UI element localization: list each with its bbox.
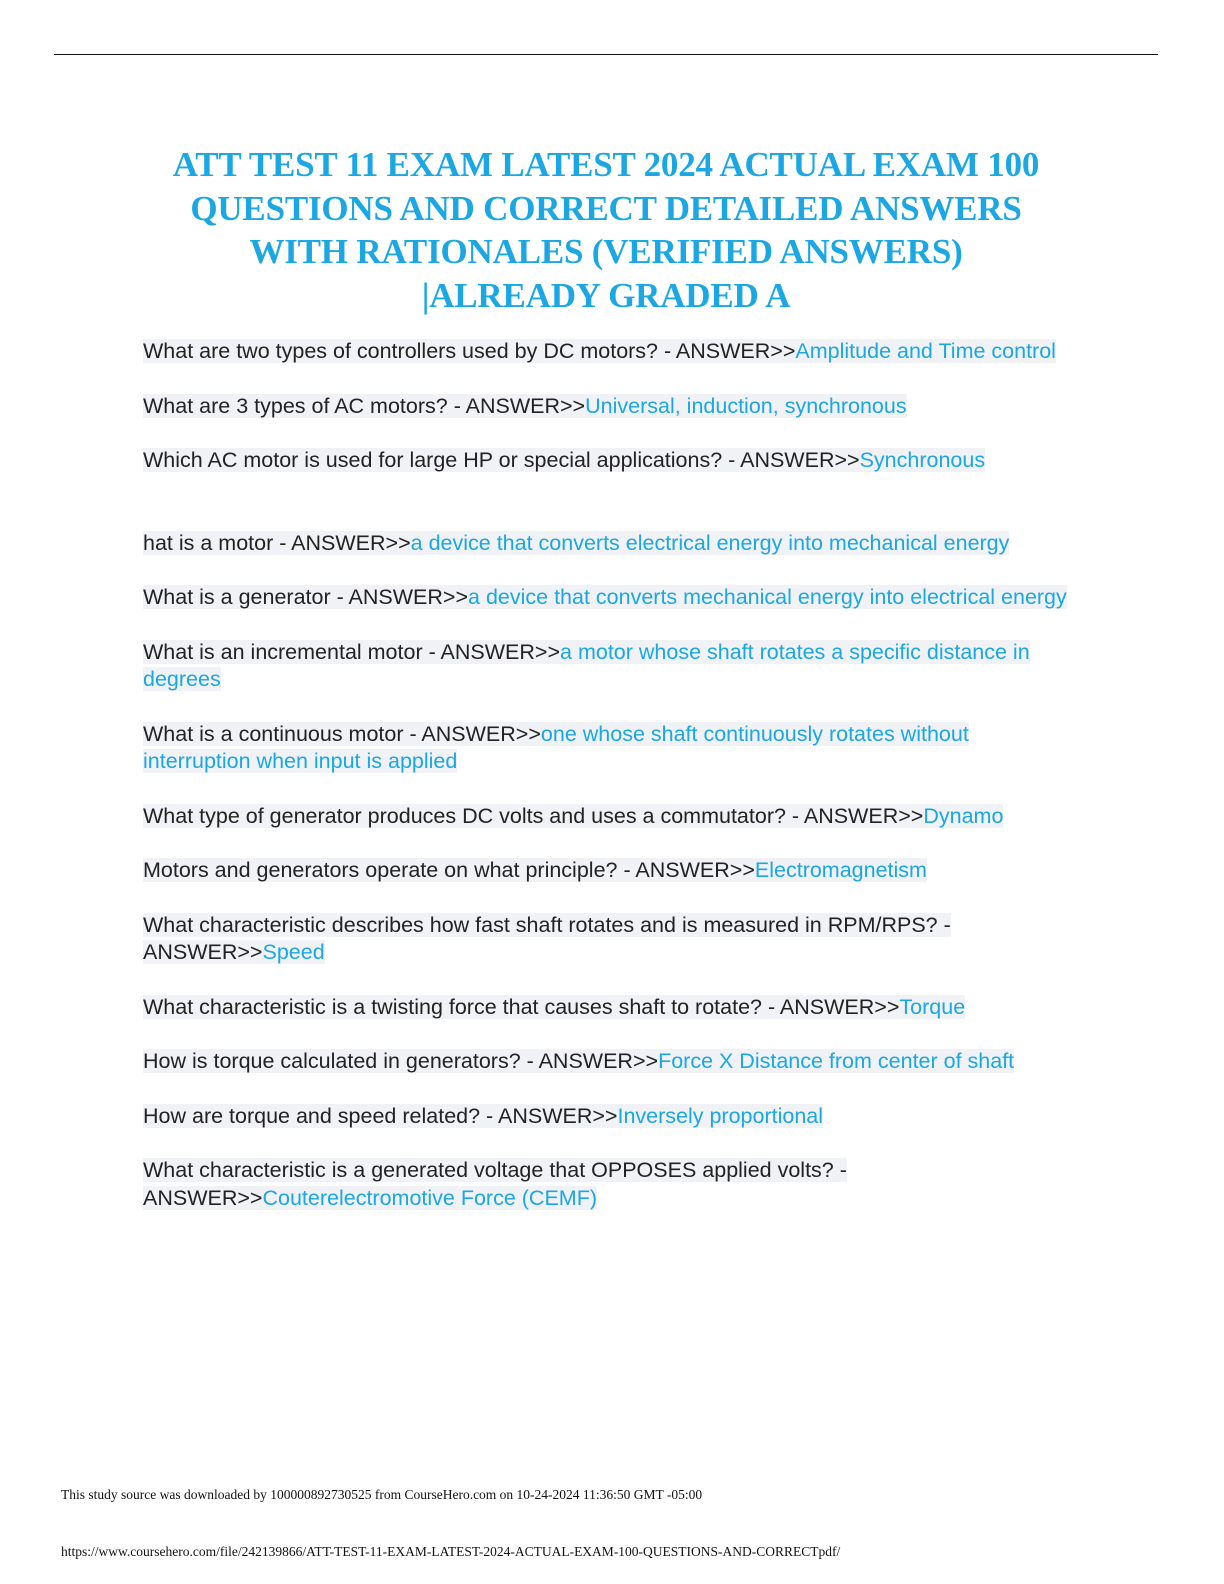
answer-text: Amplitude and Time control — [795, 339, 1056, 363]
question-text: What is an incremental motor - ANSWER>> — [143, 639, 561, 664]
top-divider — [54, 54, 1158, 55]
answer-text: a motor whose shaft rotates a specific distance in degrees — [143, 639, 1030, 691]
answer-text: Universal, induction, synchronous — [585, 393, 907, 418]
question-text: Motors and generators operate on what principle? - ANSWER>> — [143, 858, 755, 882]
qa-item — [143, 530, 1073, 558]
qa-item — [143, 393, 1073, 421]
qa-item — [143, 994, 1073, 1022]
qa-item — [143, 857, 1073, 885]
qa-item — [143, 639, 1073, 694]
qa-item — [143, 338, 1073, 366]
answer-text: Torque — [899, 994, 966, 1019]
answer-text: one whose shaft continuously rotates without interruption when input is applied — [143, 721, 969, 773]
qa-list — [143, 338, 1073, 1239]
question-text: What characteristic is a twisting force that causes shaft to rotate? - ANSWER>> — [143, 994, 900, 1019]
answer-text: a device that converts electrical energy into mechanical energy — [410, 530, 1010, 555]
qa-item — [143, 584, 1073, 612]
answer-text: Couterelectromotive Force (CEMF) — [262, 1185, 598, 1210]
answer-text: Inversely proportional — [617, 1103, 824, 1128]
question-text: What are 3 types of AC motors? - ANSWER>> — [143, 393, 586, 418]
question-text: How are torque and speed related? - ANSWER>> — [143, 1103, 618, 1128]
question-text: What type of generator produces DC volts and uses a commutator? - ANSWER>> — [143, 803, 924, 828]
answer-text: a device that converts mechanical energy into electrical energy — [468, 585, 1067, 609]
qa-item — [143, 1157, 1073, 1212]
question-text: What characteristic describes how fast shaft rotates and is measured in RPM/RPS? - ANSWER>> — [143, 912, 951, 964]
qa-item — [143, 1103, 1073, 1131]
source-url[interactable]: https://www.coursehero.com/file/242139866/ATT-TEST-11-EXAM-LATEST-2024-ACTUAL-EXAM-100-QUESTIONS-AND-CORRECTpdf/ — [61, 1544, 841, 1559]
qa-item — [143, 447, 1073, 475]
download-note: This study source was downloaded by 100000892730525 from CourseHero.com on 10-24-2024 11:36:50 GMT -05:00 — [61, 1487, 703, 1502]
answer-text: Force X Distance from center of shaft — [658, 1049, 1015, 1073]
question-text: What is a continuous motor - ANSWER>> — [143, 721, 541, 746]
question-text: How is torque calculated in generators? - ANSWER>> — [143, 1049, 659, 1073]
qa-item — [143, 1048, 1073, 1076]
answer-text: Speed — [262, 940, 325, 964]
title-line: |ALREADY GRADED A — [421, 275, 791, 315]
question-text: What characteristic is a generated voltage that OPPOSES applied volts? - ANSWER>> — [143, 1158, 847, 1210]
answer-text: Synchronous — [859, 448, 986, 472]
question-text: What is a generator - ANSWER>> — [143, 585, 469, 609]
answer-text: Electromagnetism — [754, 858, 927, 882]
title-line: ATT TEST 11 EXAM LATEST 2024 ACTUAL EXAM 100 — [172, 145, 1040, 184]
qa-item — [143, 912, 1073, 967]
title-line: WITH RATIONALES (VERIFIED ANSWERS) — [249, 232, 963, 271]
question-text: Which AC motor is used for large HP or special applications? - ANSWER>> — [143, 448, 860, 472]
answer-text: Dynamo — [923, 803, 1004, 828]
title-line: QUESTIONS AND CORRECT DETAILED ANSWERS — [190, 188, 1022, 228]
qa-item — [143, 721, 1073, 776]
question-text: hat is a motor - ANSWER>> — [143, 530, 411, 555]
qa-item — [143, 803, 1073, 831]
question-text: What are two types of controllers used by DC motors? - ANSWER>> — [143, 339, 796, 363]
document-title — [130, 143, 1082, 317]
